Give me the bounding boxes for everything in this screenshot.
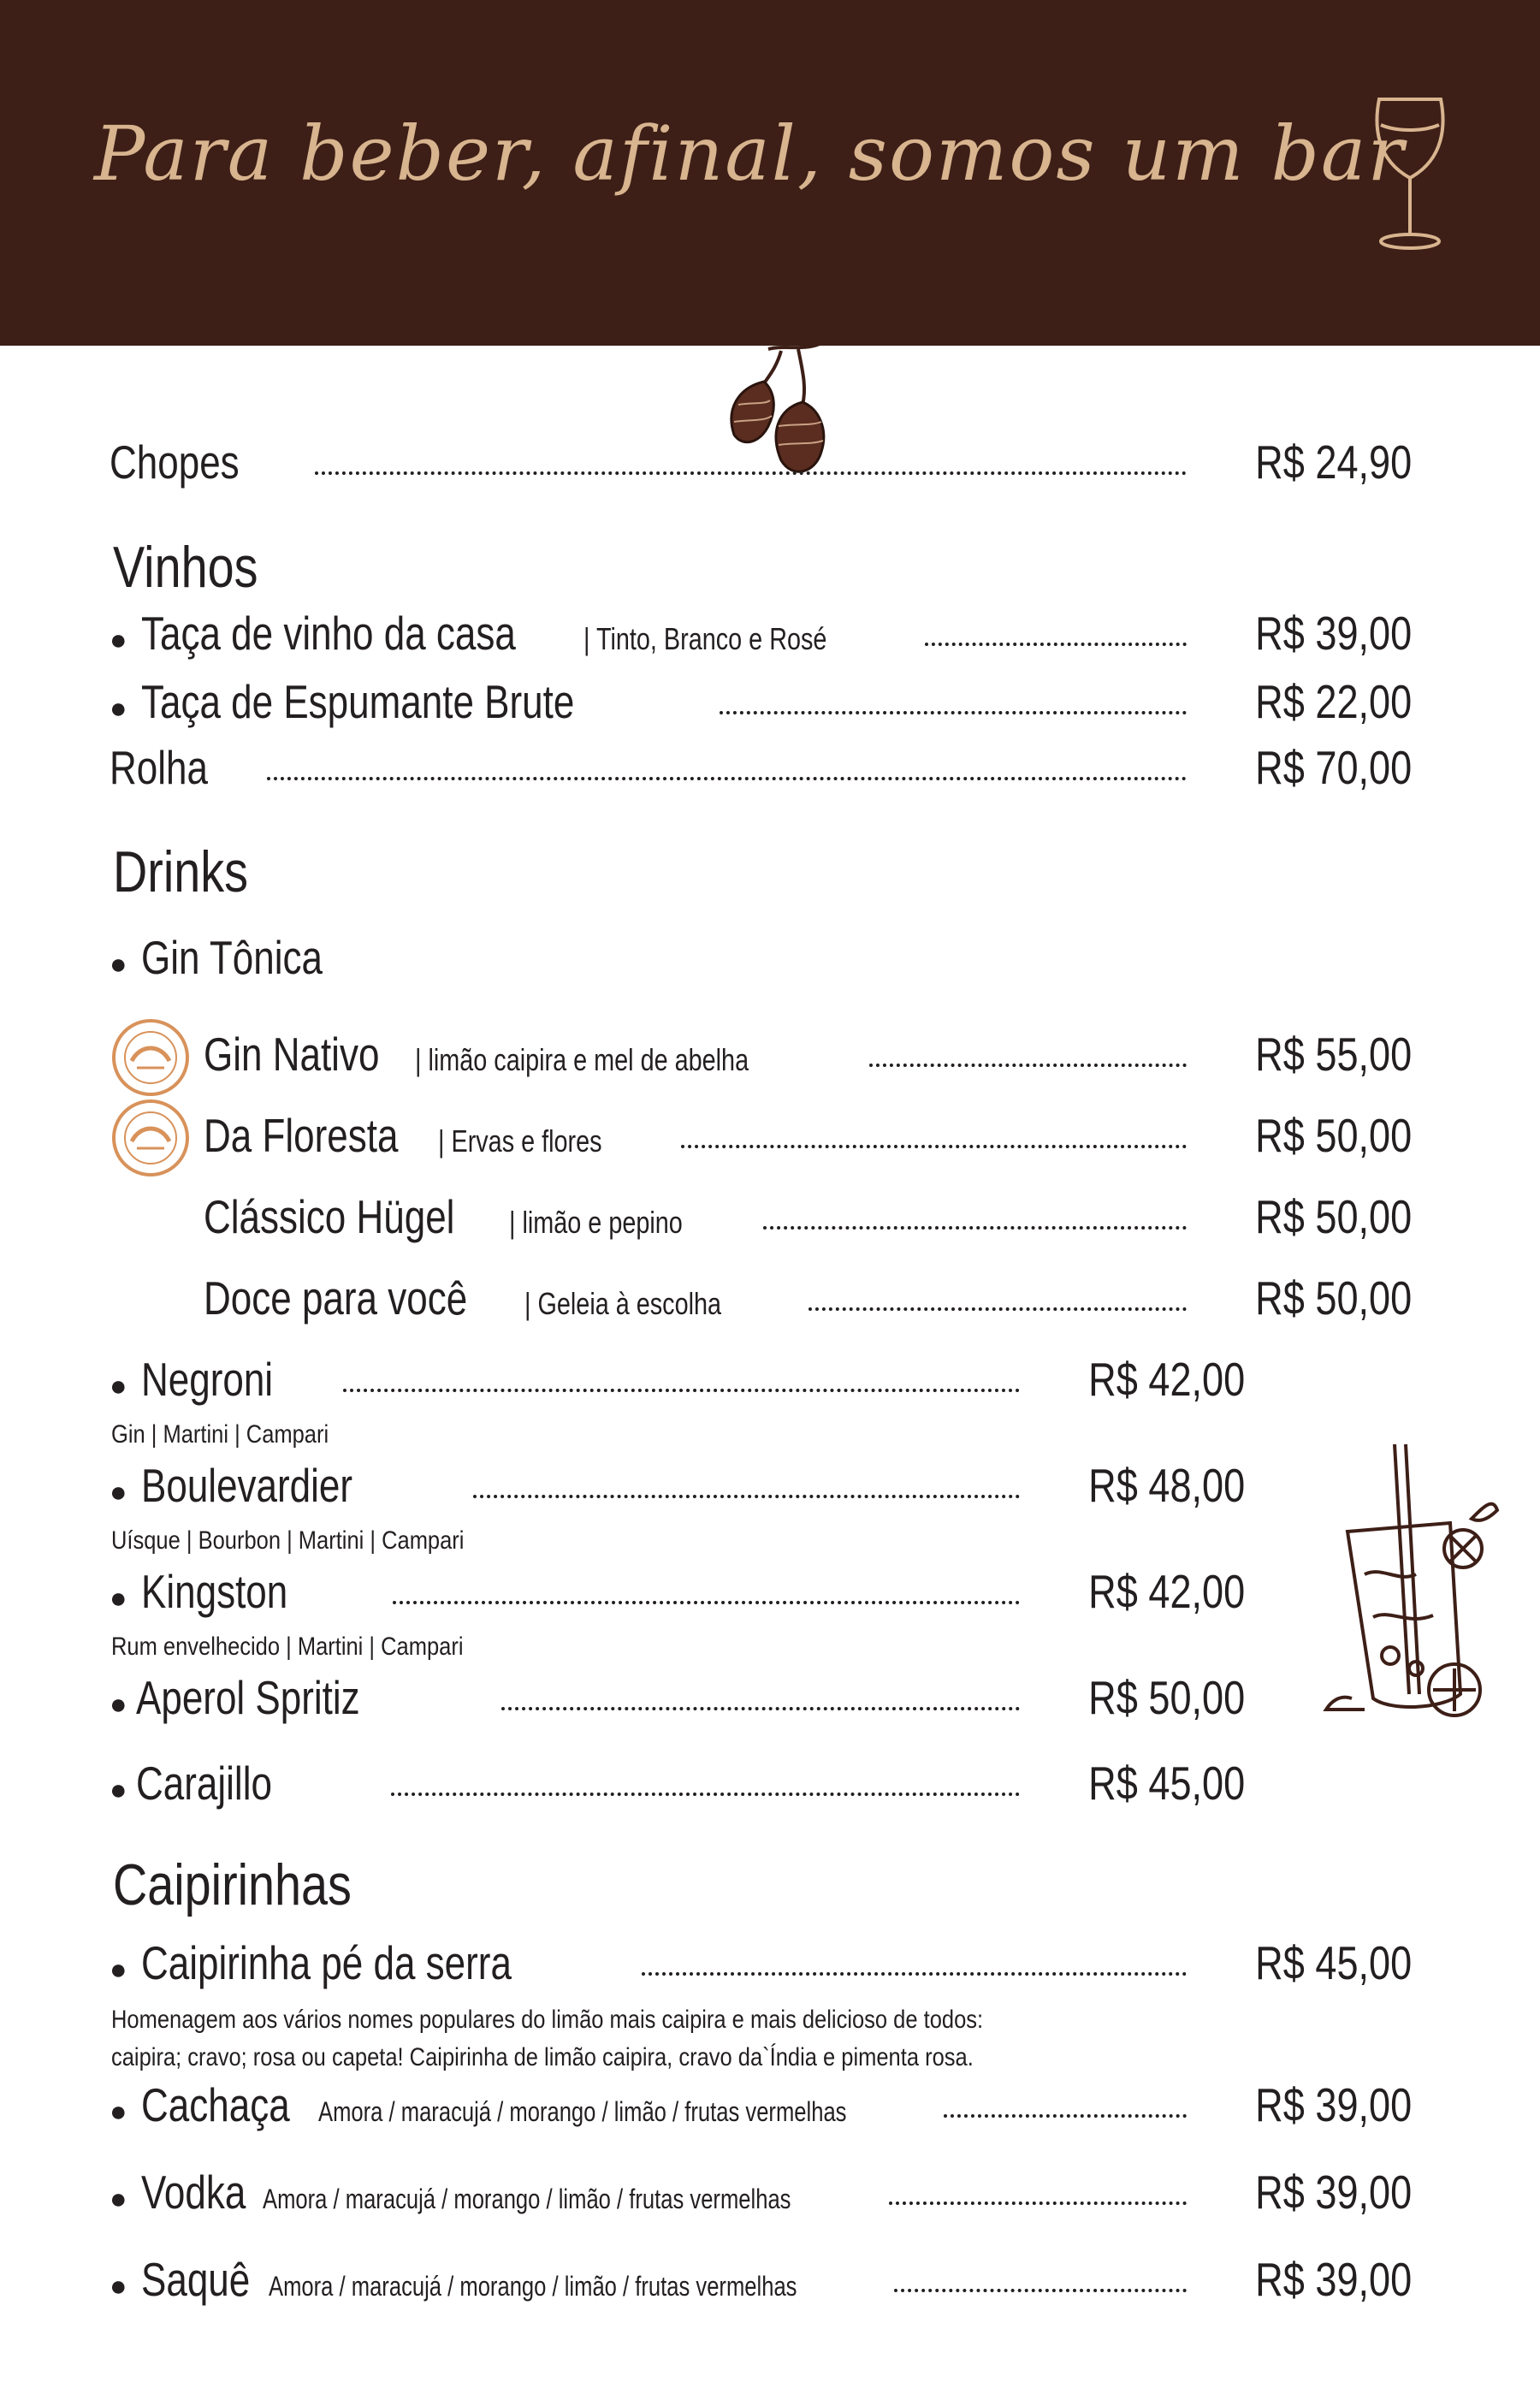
hugel-gin-badge-icon [111, 1018, 190, 1097]
menu-item-kingston [110, 1564, 1245, 1624]
item-description: Uísque | Bourbon | Martini | Campari [111, 1526, 465, 1555]
hugel-gin-badge-icon [111, 1099, 190, 1177]
dot-leader [889, 2202, 1186, 2205]
menu-item-carajillo [110, 1756, 1245, 1816]
menu-item-classico-hugel [204, 1189, 1412, 1249]
dot-leader [267, 777, 1187, 780]
bullet-icon: ● [110, 1476, 127, 1508]
dot-leader [808, 1307, 1187, 1311]
bullet-icon: ● [110, 1688, 127, 1721]
item-name: Clássico Hügel [204, 1190, 455, 1243]
section-title-caipirinhas: Caipirinhas [113, 1852, 352, 1917]
item-price: R$ 55,00 [1254, 1028, 1412, 1081]
item-name: Gin Tônica [140, 931, 323, 984]
item-name: Taça de vinho da casa [140, 607, 516, 660]
item-price: R$ 39,00 [1254, 607, 1412, 660]
item-note: | limão e pepino [508, 1205, 683, 1240]
item-price: R$ 42,00 [1087, 1565, 1245, 1618]
dot-leader [642, 1972, 1187, 1976]
item-name: Chopes [110, 436, 240, 489]
bullet-icon: ● [110, 2183, 127, 2215]
item-description: Rum envelhecido | Martini | Campari [111, 1633, 464, 1661]
bullet-icon: ● [110, 2095, 127, 2128]
header-title: Para beber, afinal, somos um bar [94, 110, 1406, 198]
dot-leader [894, 2289, 1186, 2292]
item-price: R$ 48,00 [1087, 1459, 1245, 1512]
item-price: R$ 39,00 [1254, 2078, 1412, 2131]
item-price: R$ 22,00 [1254, 675, 1412, 728]
bullet-icon: ● [110, 1370, 127, 1402]
item-description-line-2: caipira; cravo; rosa ou capeta! Caipirinha de limão caipira, cravo da`Índia e pimenta rosa. [111, 2043, 974, 2071]
menu-item-espumante [110, 674, 1412, 734]
dot-leader [393, 1601, 1020, 1604]
bullet-icon: ● [110, 1953, 127, 1986]
item-name: Doce para você [204, 1271, 468, 1324]
menu-item-gin-nativo [204, 1027, 1412, 1087]
item-price: R$ 45,00 [1254, 1936, 1412, 1989]
menu-item-boulevardier [110, 1458, 1245, 1518]
item-name: Cachaça [140, 2078, 290, 2131]
item-note: | Geleia à escolha [524, 1286, 722, 1321]
item-price: R$ 24,90 [1254, 436, 1412, 489]
item-note: Amora / maracujá / morango / limão / frutas vermelhas [263, 2184, 791, 2214]
menu-item-chopes [110, 435, 1412, 495]
item-price: R$ 50,00 [1254, 1109, 1412, 1162]
item-name: Saquê [140, 2253, 250, 2306]
dot-leader [343, 1389, 1020, 1392]
dot-leader [315, 471, 1187, 475]
menu-item-gin-tonica [110, 930, 1412, 990]
menu-item-saque [110, 2252, 1412, 2312]
item-name: Da Floresta [204, 1109, 399, 1162]
menu-item-aperol-spritiz [110, 1670, 1245, 1730]
menu-item-doce-para-voce [204, 1271, 1412, 1330]
item-name: Negroni [140, 1353, 273, 1406]
item-name: Rolha [110, 741, 208, 794]
item-name: Taça de Espumante Brute [140, 675, 574, 728]
menu-item-cachaca [110, 2077, 1412, 2137]
wine-glass-icon [1367, 91, 1453, 253]
item-name: Gin Nativo [204, 1028, 380, 1081]
menu-item-rolha [110, 740, 1412, 800]
bullet-icon: ● [110, 1774, 127, 1806]
dot-leader [944, 2114, 1186, 2118]
menu-item-da-floresta [204, 1108, 1412, 1168]
item-note: | Ervas e flores [438, 1123, 602, 1159]
section-title-vinhos: Vinhos [113, 535, 258, 600]
item-description: Gin | Martini | Campari [111, 1420, 329, 1449]
menu-item-taca-vinho-casa [110, 606, 1412, 666]
item-price: R$ 45,00 [1087, 1757, 1245, 1810]
dot-leader [869, 1064, 1186, 1067]
item-price: R$ 50,00 [1254, 1190, 1412, 1243]
item-price: R$ 42,00 [1087, 1353, 1245, 1406]
item-name: Aperol Spritiz [135, 1671, 360, 1724]
item-description-line-1: Homenagem aos vários nomes populares do limão mais caipira e mais delicioso de todos: [111, 2006, 984, 2034]
menu-item-vodka [110, 2165, 1412, 2225]
item-price: R$ 39,00 [1254, 2253, 1412, 2306]
cocktail-glass-icon [1313, 1437, 1502, 1728]
bullet-icon: ● [110, 624, 127, 656]
menu-item-caipirinha-pe-da-serra [110, 1935, 1412, 1995]
item-price: R$ 50,00 [1087, 1671, 1245, 1724]
dot-leader [501, 1707, 1020, 1710]
menu-item-negroni [110, 1352, 1245, 1412]
dot-leader [763, 1226, 1186, 1230]
bullet-icon: ● [110, 1582, 127, 1615]
item-name: Carajillo [135, 1757, 272, 1810]
item-price: R$ 70,00 [1254, 741, 1412, 794]
section-title-drinks: Drinks [113, 839, 249, 904]
bullet-icon: ● [110, 692, 127, 725]
header-banner [0, 0, 1540, 346]
item-name: Kingston [140, 1565, 287, 1618]
item-note: | limão caipira e mel de abelha [414, 1042, 749, 1077]
dot-leader [720, 711, 1186, 714]
bullet-icon: ● [110, 2270, 127, 2302]
item-price: R$ 50,00 [1254, 1271, 1412, 1324]
bullet-icon: ● [110, 948, 127, 981]
dot-leader [681, 1145, 1187, 1148]
item-note: Amora / maracujá / morango / limão / frutas vermelhas [317, 2096, 847, 2127]
item-name: Caipirinha pé da serra [140, 1936, 512, 1989]
item-name: Vodka [140, 2166, 246, 2219]
item-name: Boulevardier [140, 1459, 352, 1512]
item-note: | Tinto, Branco e Rosé [583, 621, 827, 656]
dot-leader [391, 1793, 1020, 1796]
item-note: Amora / maracujá / morango / limão / frutas vermelhas [268, 2271, 797, 2302]
dot-leader [473, 1495, 1019, 1498]
dot-leader [925, 643, 1186, 646]
item-price: R$ 39,00 [1254, 2166, 1412, 2219]
